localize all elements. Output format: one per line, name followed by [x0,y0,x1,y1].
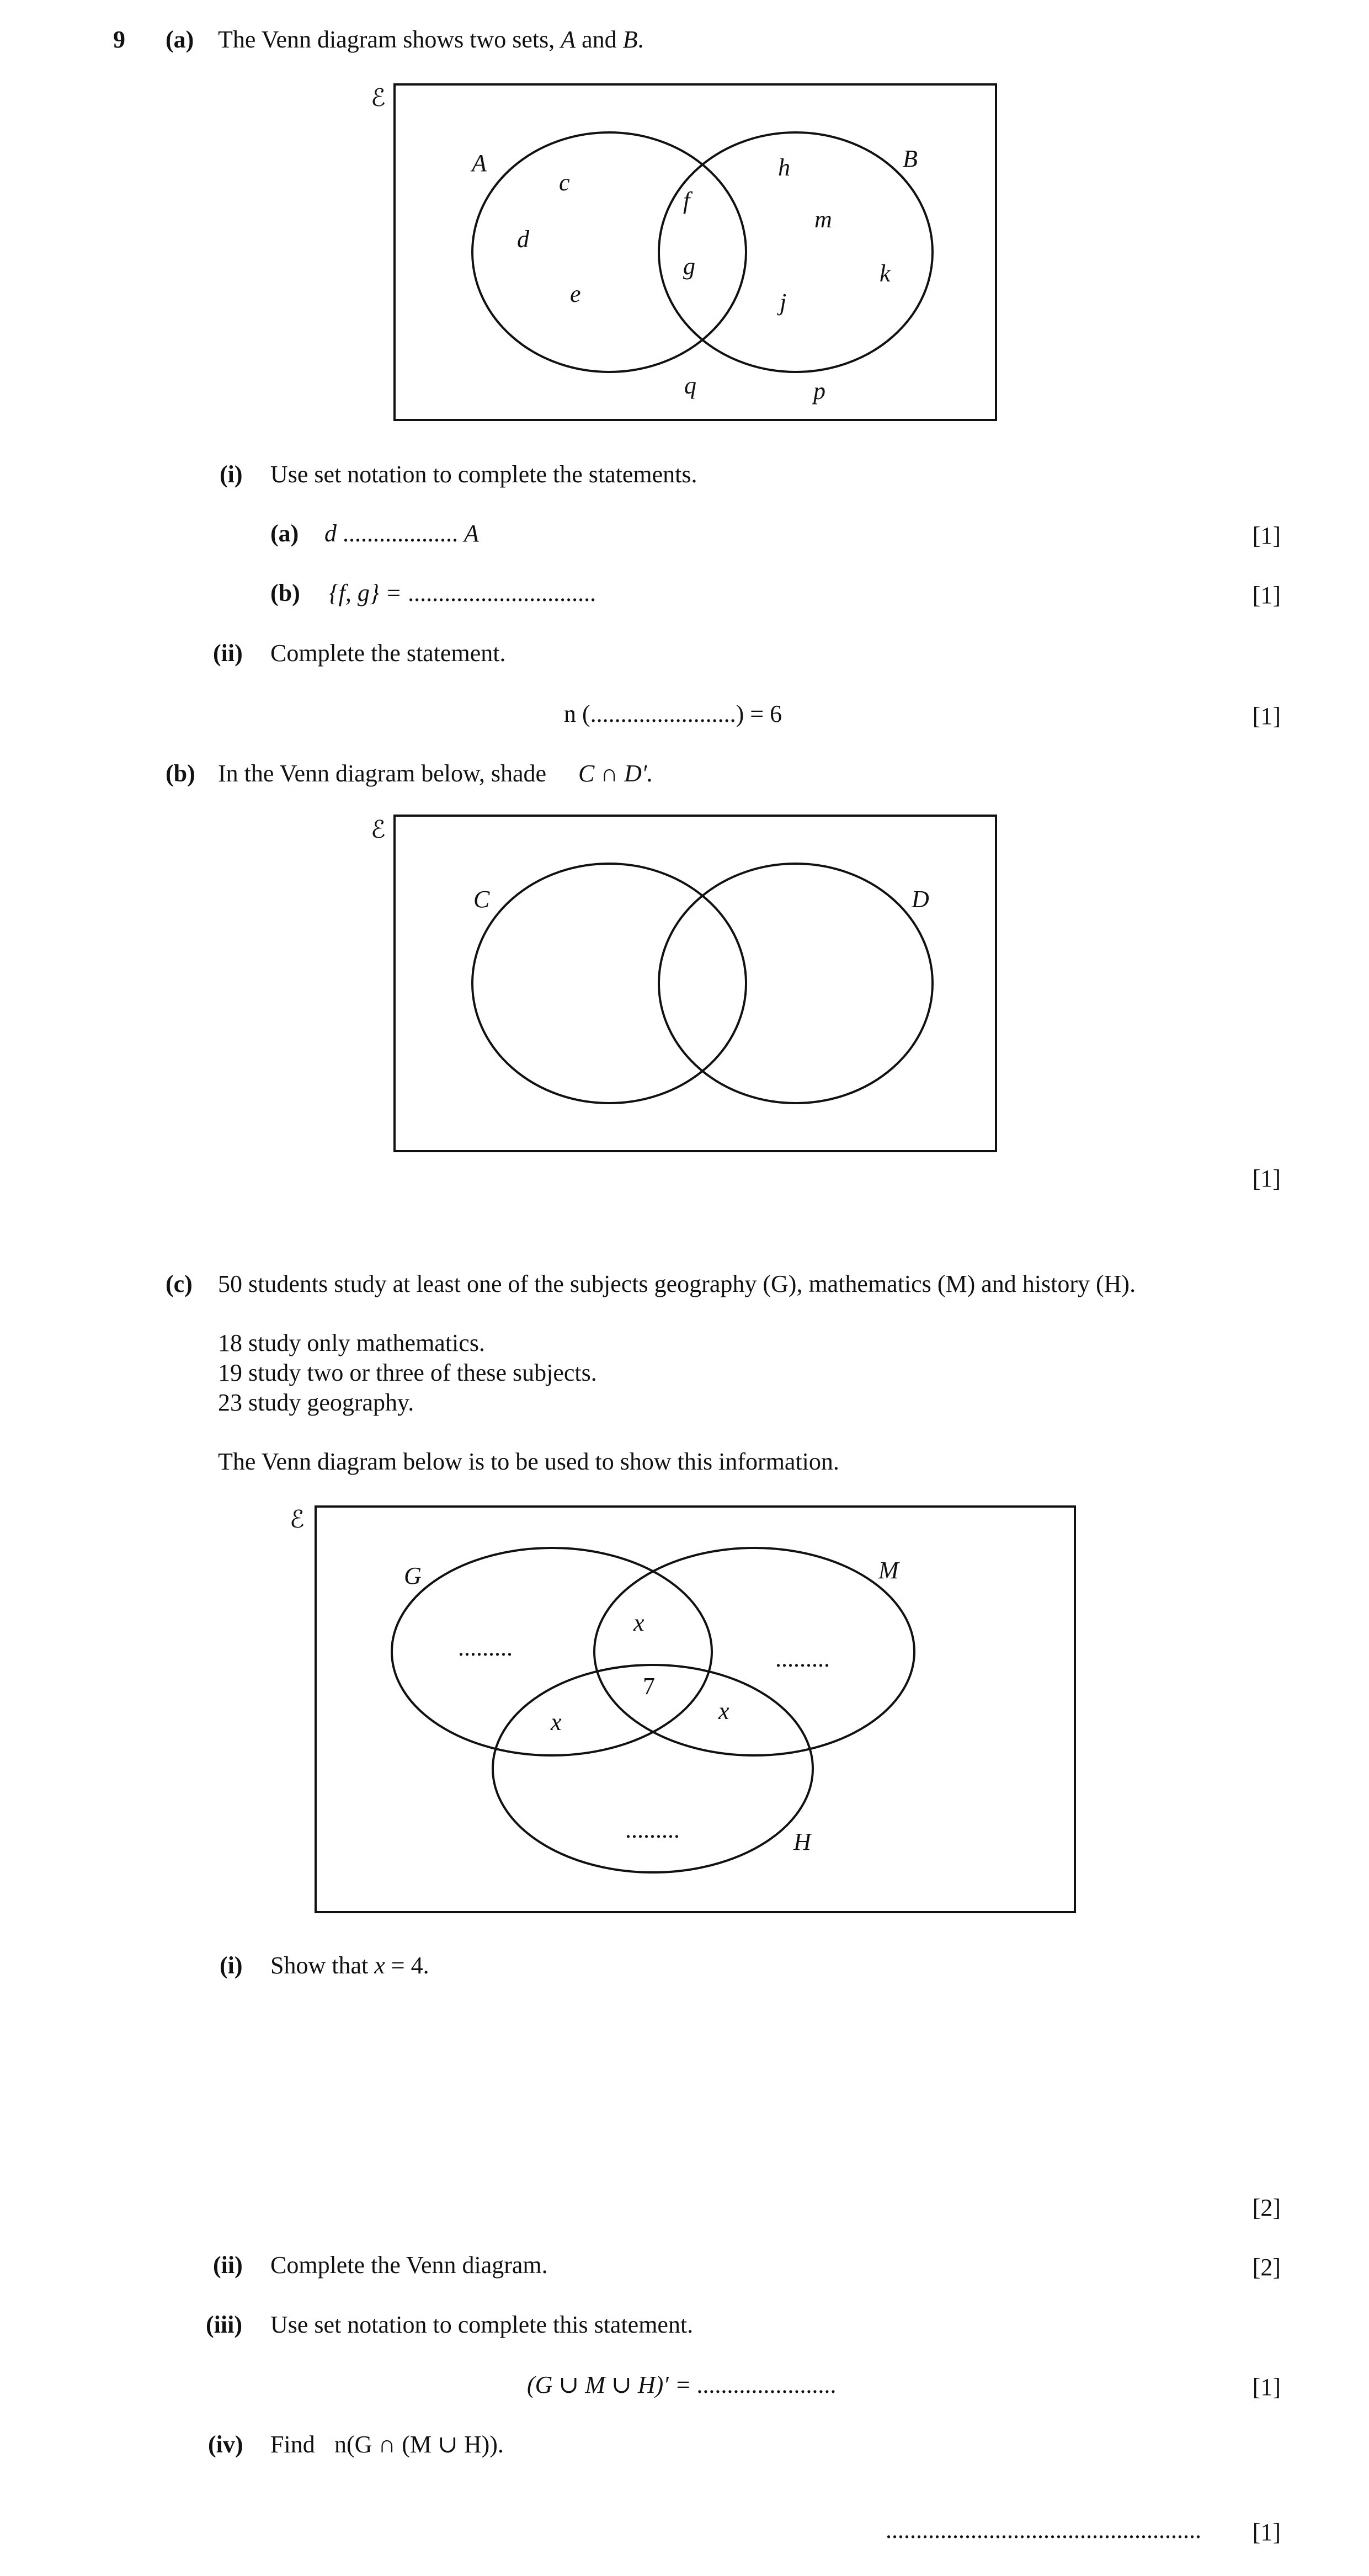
element-g: g [683,253,695,280]
part-b-label: (b) [166,760,195,787]
part-a-i-b-label: (b) [270,579,300,606]
part-c-iii-statement: (G ∪ M ∪ H)′ = ....................... [527,2371,837,2398]
set-d-label: D [912,886,929,913]
region-centre: 7 [643,1673,655,1700]
element-j: j [780,289,787,316]
element-h: h [778,154,790,181]
part-c-fact-2: 19 study two or three of these subjects. [218,1359,597,1386]
element-m: m [814,206,832,233]
region-g-only: ......... [458,1634,513,1661]
part-c-i-mark: [2] [1252,2194,1281,2221]
part-c-i-label: (i) [220,1952,243,1979]
set-c-label: C [473,886,490,913]
element-k: k [880,260,891,287]
element-c: c [559,169,570,196]
set-a-label: A [472,150,487,177]
part-a-ii-text: Complete the statement. [270,640,506,667]
part-b-expression: C ∩ D′. [578,760,653,787]
part-c-intro: 50 students study at least one of the subjects geography (G), mathematics (M) and history (H). [218,1270,1136,1297]
universal-symbol-cd: ℰ [371,816,386,843]
part-c-iii-label: (iii) [206,2311,242,2338]
part-c-i-text: Show that x = 4. [270,1952,429,1979]
part-a-ii-label: (ii) [213,640,243,667]
part-a-i-a-statement: d ................... A [324,520,479,547]
part-c-iv-answer-line: .................................................... [886,2516,1201,2543]
part-c-fact-1: 18 study only mathematics. [218,1329,485,1356]
part-c-iv-label: (iv) [208,2431,243,2458]
part-c-iv-expression: n(G ∩ (M ∪ H)). [334,2431,504,2458]
part-c-ii-label: (ii) [213,2252,243,2279]
part-a-ii-statement: n (........................) = 6 [564,700,782,727]
part-c-diagram-intro: The Venn diagram below is to be used to show this information. [218,1448,839,1475]
part-c-iv-mark: [1] [1252,2519,1281,2546]
part-a-i-label: (i) [220,461,243,488]
set-m-label: M [878,1557,899,1584]
region-g-m: x [633,1609,644,1636]
element-d: d [517,226,529,253]
set-m-circle [594,1548,914,1755]
part-c-fact-3: 23 study geography. [218,1389,414,1416]
element-q: q [684,372,696,399]
part-c-ii-text: Complete the Venn diagram. [270,2252,548,2279]
part-b-text: In the Venn diagram below, shade [218,760,547,787]
universal-symbol-gmh: ℰ [290,1506,305,1533]
question-number: 9 [113,26,125,53]
universal-symbol: ℰ [371,84,386,111]
part-a-i-b-mark: [1] [1252,582,1281,609]
region-m-h: x [718,1697,729,1725]
part-c-iii-text: Use set notation to complete this statement. [270,2311,694,2338]
region-h-only: ......... [625,1816,680,1843]
set-h-label: H [793,1828,811,1855]
element-e: e [570,280,581,307]
element-p: p [813,377,825,405]
part-a-ii-mark: [1] [1252,702,1281,730]
part-c-ii-mark: [2] [1252,2254,1281,2281]
part-a-i-a-label: (a) [270,520,299,547]
part-a-intro: The Venn diagram shows two sets, A and B. [218,26,644,53]
part-c-iii-mark: [1] [1252,2373,1281,2401]
part-c-iv-find: Find [270,2431,315,2458]
region-m-only: ......... [775,1645,830,1672]
region-g-h: x [551,1709,562,1736]
element-f: f [683,187,690,214]
part-a-i-a-mark: [1] [1252,522,1281,549]
universal-set-box-gmh [316,1507,1075,1912]
set-g-label: G [404,1562,422,1589]
part-c-label: (c) [166,1270,193,1297]
set-b-label: B [903,145,918,172]
part-a-i-b-statement: {f, g} = ............................... [329,579,596,606]
part-b-mark: [1] [1252,1165,1281,1192]
part-a-label: (a) [166,26,194,53]
part-a-i-text: Use set notation to complete the statements. [270,461,697,488]
